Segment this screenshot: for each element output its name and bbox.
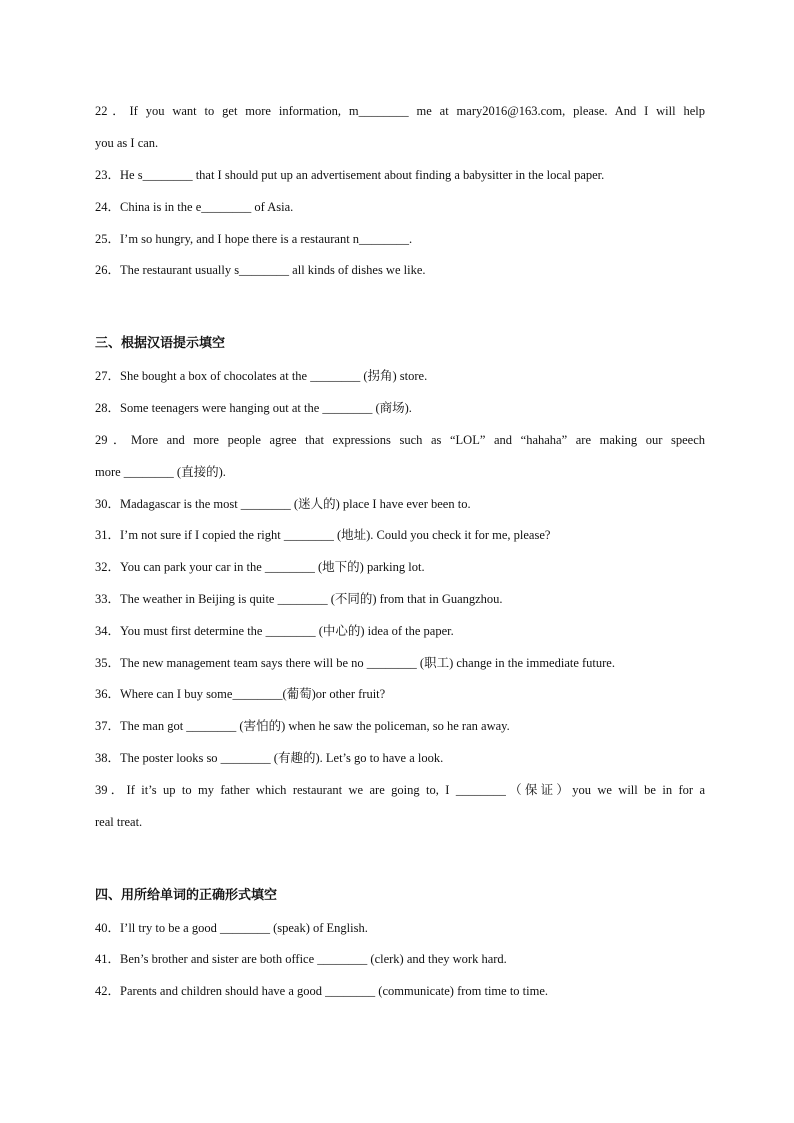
question-25: 25．I’m so hungry, and I hope there is a restaurant n________. (95, 232, 413, 246)
question-27: 27．She bought a box of chocolates at the ________ (拐角) store. (95, 369, 428, 383)
question-26: 26．The restaurant usually s________ all kinds of dishes we like. (95, 263, 426, 277)
question-23: 23．He s________ that I should put up an advertisement about finding a babysitter in the local paper. (95, 168, 605, 182)
question-39-line-1: 39．If it’s up to my father which restaurant we are going to, I ________（保证）you we will be in for a (95, 783, 705, 797)
question-37: 37．The man got ________ (害怕的) when he saw the policeman, so he ran away. (95, 719, 510, 733)
question-41: 41．Ben’s brother and sister are both office ________ (clerk) and they work hard. (95, 952, 507, 966)
question-31: 31．I’m not sure if I copied the right ________ (地址). Could you check it for me, please? (95, 528, 551, 542)
question-35: 35．The new management team says there will be no ________ (职工) change in the immediate future. (95, 656, 615, 670)
question-28: 28．Some teenagers were hanging out at the ________ (商场). (95, 401, 412, 415)
question-29-line-1: 29．More and more people agree that expressions such as “LOL” and “hahaha” are making our speech (95, 433, 705, 447)
section-four-heading: 四、用所给单词的正确形式填空 (95, 888, 278, 903)
question-32: 32．You can park your car in the ________ (地下的) parking lot. (95, 560, 425, 574)
question-38: 38．The poster looks so ________ (有趣的). Let’s go to have a look. (95, 751, 444, 765)
question-22-line-1: 22．If you want to get more information, m________ me at mary2016@163.com, please. And I will help (95, 104, 705, 118)
question-36: 36．Where can I buy some________(葡萄)or other fruit? (95, 687, 386, 701)
question-30: 30．Madagascar is the most ________ (迷人的) place I have ever been to. (95, 497, 471, 511)
question-29-line-2: more ________ (直接的). (95, 465, 226, 479)
question-22-line-2: you as I can. (95, 136, 159, 150)
question-40: 40．I’ll try to be a good ________ (speak) of English. (95, 921, 368, 935)
question-42: 42．Parents and children should have a good ________ (communicate) from time to time. (95, 984, 549, 998)
section-three-heading: 三、根据汉语提示填空 (95, 336, 226, 351)
question-39-line-2: real treat. (95, 815, 143, 829)
question-24: 24．China is in the e________ of Asia. (95, 200, 294, 214)
question-33: 33．The weather in Beijing is quite ________ (不同的) from that in Guangzhou. (95, 592, 503, 606)
question-34: 34．You must first determine the ________ (中心的) idea of the paper. (95, 624, 454, 638)
